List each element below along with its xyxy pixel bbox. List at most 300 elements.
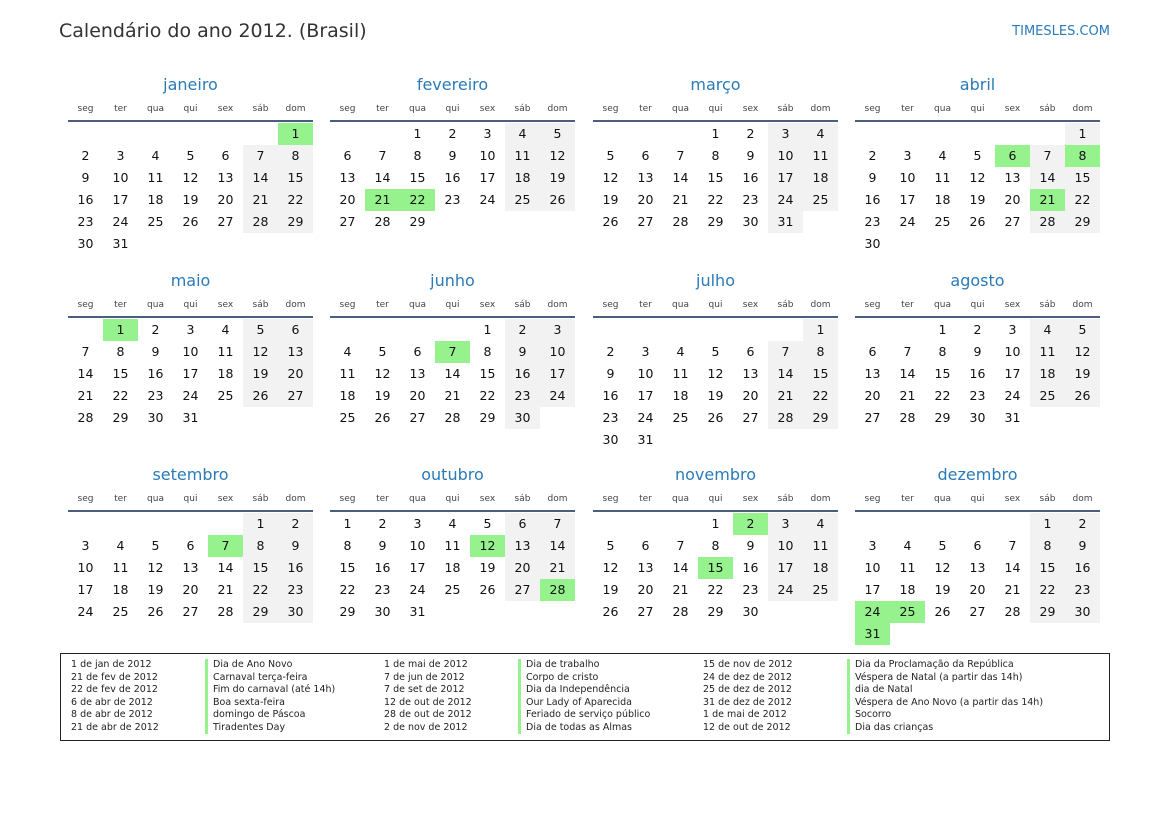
day-cell: 20 [637, 192, 654, 207]
empty-cell [330, 319, 365, 341]
day-cell: 29 [803, 407, 838, 429]
empty-cell [890, 513, 925, 535]
day-cell: 26 [602, 214, 619, 229]
day-cell: 13 [278, 341, 313, 363]
day-cell: 29 [409, 214, 426, 229]
day-cell: 12 [969, 170, 986, 185]
legend-date-column [71, 659, 159, 734]
weekday-label: sáb [252, 104, 269, 114]
legend-date: 12 de out de 2012 [703, 721, 791, 733]
day-cell: 22 [707, 192, 724, 207]
holiday-day-cell: 28 [540, 579, 575, 601]
holiday-day-cell: 8 [1065, 145, 1100, 167]
day-cell: 3 [483, 126, 492, 141]
day-cell: 23 [742, 582, 759, 597]
day-cell: 30 [278, 601, 313, 623]
day-cell: 11 [803, 145, 838, 167]
empty-cell [733, 319, 768, 341]
day-cell: 22 [479, 388, 496, 403]
legend-date: 2 de nov de 2012 [384, 721, 468, 733]
day-cell: 15 [934, 366, 951, 381]
day-cell: 17 [409, 560, 426, 575]
day-cell: 29 [1065, 211, 1100, 233]
day-cell: 1 [243, 513, 278, 535]
day-cell: 15 [1065, 167, 1100, 189]
legend-date: 31 de dez de 2012 [703, 696, 792, 708]
day-cell: 6 [641, 148, 650, 163]
legend-holiday-name: Dia de trabalho [518, 659, 650, 672]
day-cell: 11 [444, 538, 461, 553]
day-cell: 3 [81, 538, 90, 553]
day-cell: 16 [864, 192, 881, 207]
legend-date: 12 de out de 2012 [384, 696, 472, 708]
day-cell: 5 [1065, 319, 1100, 341]
day-cell: 30 [147, 410, 164, 425]
week-row [855, 123, 1100, 145]
day-cell: 21 [768, 385, 803, 407]
day-cell: 18 [112, 582, 129, 597]
month-name: outubro [421, 465, 484, 484]
day-cell: 22 [112, 388, 129, 403]
legend-date: 22 de fev de 2012 [71, 684, 158, 695]
day-cell: 3 [116, 148, 125, 163]
week-row [593, 145, 838, 167]
day-cell: 26 [1065, 385, 1100, 407]
day-cell: 28 [768, 407, 803, 429]
weekday-label: seg [339, 494, 356, 504]
day-cell: 26 [540, 189, 575, 211]
empty-cell [890, 319, 925, 341]
holiday-legend [60, 653, 1110, 741]
day-cell: 31 [112, 236, 129, 251]
week-row [68, 233, 313, 255]
day-cell: 9 [1065, 535, 1100, 557]
week-row [855, 341, 1100, 363]
week-row [68, 535, 313, 557]
day-cell: 25 [112, 604, 129, 619]
empty-cell [365, 319, 400, 341]
weekday-label: ter [376, 494, 389, 504]
day-cell: 2 [278, 513, 313, 535]
day-cell: 12 [602, 170, 619, 185]
day-cell: 14 [444, 366, 461, 381]
month-name: dezembro [937, 465, 1018, 484]
day-cell: 25 [339, 410, 356, 425]
day-cell: 4 [803, 123, 838, 145]
weekday-label: sex [742, 494, 759, 504]
day-cell: 4 [448, 516, 457, 531]
header-rule [855, 316, 1100, 318]
day-cell: 3 [186, 322, 195, 337]
legend-date-column [384, 659, 472, 734]
day-cell: 9 [378, 538, 387, 553]
day-cell: 3 [868, 538, 877, 553]
day-cell: 10 [540, 341, 575, 363]
day-cell: 19 [182, 192, 199, 207]
header-rule [68, 120, 313, 122]
day-cell: 28 [444, 410, 461, 425]
day-cell: 3 [641, 344, 650, 359]
month-4 [855, 74, 1100, 255]
week-row [68, 407, 313, 429]
day-cell: 30 [864, 236, 881, 251]
weekday-label: sáb [514, 494, 531, 504]
day-cell: 1 [1065, 123, 1100, 145]
day-cell: 9 [868, 170, 877, 185]
day-cell: 29 [707, 604, 724, 619]
day-cell: 29 [112, 410, 129, 425]
weekday-label: ter [114, 494, 127, 504]
day-cell: 1 [483, 322, 492, 337]
week-row [855, 557, 1100, 579]
legend-holiday-name: domingo de Páscoa [205, 709, 335, 722]
weekday-label: sex [1004, 104, 1021, 114]
day-grid [68, 319, 313, 429]
day-cell: 13 [217, 170, 234, 185]
day-cell: 6 [868, 344, 877, 359]
weekday-label: qui [445, 300, 460, 310]
day-cell: 20 [1004, 192, 1021, 207]
weekday-label: dom [1072, 300, 1093, 310]
day-cell: 11 [934, 170, 951, 185]
day-cell: 12 [1065, 341, 1100, 363]
day-cell: 23 [77, 214, 94, 229]
day-cell: 28 [217, 604, 234, 619]
week-row [68, 189, 313, 211]
day-cell: 15 [803, 363, 838, 385]
day-cell: 31 [409, 604, 426, 619]
weekday-label: seg [864, 104, 881, 114]
weekday-header [855, 294, 1100, 316]
week-row [330, 363, 575, 385]
site-link[interactable]: TIMESLES.COM [1012, 24, 1110, 39]
empty-cell [138, 513, 173, 535]
weekday-header [855, 98, 1100, 120]
legend-holiday-name: Fim do carnaval (até 14h) [205, 684, 335, 697]
day-cell: 11 [147, 170, 164, 185]
month-name: março [690, 75, 741, 94]
day-cell: 10 [479, 148, 496, 163]
weekday-label: qui [970, 300, 985, 310]
weekday-header [68, 294, 313, 316]
day-cell: 2 [378, 516, 387, 531]
day-cell: 19 [1065, 363, 1100, 385]
week-row [330, 579, 575, 601]
week-row [330, 513, 575, 535]
day-cell: 10 [182, 344, 199, 359]
day-grid [68, 123, 313, 255]
day-cell: 4 [676, 344, 685, 359]
holiday-day-cell: 25 [890, 601, 925, 623]
day-cell: 2 [868, 148, 877, 163]
weekday-label: sáb [1039, 494, 1056, 504]
empty-cell [855, 319, 890, 341]
empty-cell [68, 319, 103, 341]
day-cell: 19 [243, 363, 278, 385]
day-cell: 7 [676, 538, 685, 553]
day-cell: 26 [182, 214, 199, 229]
day-cell: 18 [339, 388, 356, 403]
day-cell: 30 [77, 236, 94, 251]
week-row [68, 579, 313, 601]
day-cell: 8 [116, 344, 125, 359]
empty-cell [628, 319, 663, 341]
day-cell: 31 [768, 211, 803, 233]
week-row [855, 233, 1100, 255]
empty-cell [593, 513, 628, 535]
day-cell: 18 [147, 192, 164, 207]
day-cell: 5 [378, 344, 387, 359]
day-cell: 5 [483, 516, 492, 531]
weekday-label: sex [479, 300, 496, 310]
day-cell: 25 [217, 388, 234, 403]
weekday-label: sáb [777, 104, 794, 114]
legend-date: 21 de fev de 2012 [71, 671, 158, 683]
day-cell: 5 [151, 538, 160, 553]
week-row [593, 189, 838, 211]
day-cell: 10 [768, 145, 803, 167]
weekday-label: qua [672, 494, 689, 504]
week-row [593, 579, 838, 601]
day-cell: 1 [413, 126, 422, 141]
day-cell: 8 [711, 538, 720, 553]
legend-holiday-name: Dia da Independência [518, 684, 650, 697]
empty-cell [995, 123, 1030, 145]
legend-date-column [703, 659, 793, 734]
day-cell: 20 [409, 388, 426, 403]
day-cell: 18 [803, 557, 838, 579]
day-cell: 14 [374, 170, 391, 185]
day-cell: 31 [182, 410, 199, 425]
day-cell: 11 [899, 560, 916, 575]
week-row [855, 535, 1100, 557]
day-cell: 8 [413, 148, 422, 163]
day-cell: 19 [934, 582, 951, 597]
day-cell: 1 [343, 516, 352, 531]
weekday-label: qua [147, 494, 164, 504]
holiday-day-cell: 7 [208, 535, 243, 557]
legend-holiday-name: Boa sexta-feira [205, 697, 335, 710]
empty-cell [628, 123, 663, 145]
day-cell: 20 [278, 363, 313, 385]
day-cell: 21 [1004, 582, 1021, 597]
day-cell: 4 [221, 322, 230, 337]
day-cell: 16 [505, 363, 540, 385]
weekday-label: seg [864, 494, 881, 504]
header-rule [593, 316, 838, 318]
week-row [855, 579, 1100, 601]
week-row [330, 123, 575, 145]
legend-date: 28 de out de 2012 [384, 709, 472, 720]
day-cell: 7 [1030, 145, 1065, 167]
day-cell: 23 [147, 388, 164, 403]
empty-cell [243, 123, 278, 145]
day-cell: 1 [938, 322, 947, 337]
week-row [855, 189, 1100, 211]
weekday-header [68, 98, 313, 120]
week-row [593, 363, 838, 385]
day-cell: 27 [864, 410, 881, 425]
day-cell: 26 [374, 410, 391, 425]
week-row [855, 363, 1100, 385]
day-cell: 19 [374, 388, 391, 403]
header-rule [330, 316, 575, 318]
day-cell: 5 [973, 148, 982, 163]
week-row [330, 145, 575, 167]
month-6 [330, 270, 575, 429]
legend-name-column [518, 659, 650, 734]
weekday-label: qua [409, 494, 426, 504]
month-5 [68, 270, 313, 429]
empty-cell [890, 123, 925, 145]
day-cell: 13 [339, 170, 356, 185]
week-row [855, 407, 1100, 429]
day-cell: 26 [602, 604, 619, 619]
day-cell: 19 [540, 167, 575, 189]
weekday-label: qua [934, 104, 951, 114]
day-cell: 13 [1004, 170, 1021, 185]
weekday-label: qui [970, 104, 985, 114]
day-cell: 26 [479, 582, 496, 597]
day-cell: 6 [186, 538, 195, 553]
empty-cell [593, 123, 628, 145]
month-name: agosto [950, 271, 1005, 290]
day-cell: 30 [1065, 601, 1100, 623]
weekday-label: dom [285, 104, 306, 114]
day-cell: 19 [602, 192, 619, 207]
weekday-label: qui [708, 300, 723, 310]
day-cell: 27 [969, 604, 986, 619]
weekday-label: sáb [1039, 300, 1056, 310]
day-cell: 13 [182, 560, 199, 575]
day-cell: 28 [899, 410, 916, 425]
week-row [68, 363, 313, 385]
day-cell: 4 [938, 148, 947, 163]
day-cell: 22 [803, 385, 838, 407]
day-cell: 19 [147, 582, 164, 597]
day-cell: 19 [969, 192, 986, 207]
day-cell: 6 [413, 344, 422, 359]
day-cell: 15 [479, 366, 496, 381]
day-cell: 5 [186, 148, 195, 163]
empty-cell [173, 513, 208, 535]
day-cell: 10 [77, 560, 94, 575]
day-cell: 9 [81, 170, 90, 185]
holiday-day-cell: 21 [365, 189, 400, 211]
day-cell: 24 [409, 582, 426, 597]
holiday-day-cell: 22 [400, 189, 435, 211]
weekday-label: ter [639, 494, 652, 504]
day-cell: 2 [746, 126, 755, 141]
day-cell: 18 [934, 192, 951, 207]
day-cell: 29 [339, 604, 356, 619]
day-cell: 7 [768, 341, 803, 363]
day-cell: 8 [343, 538, 352, 553]
holiday-day-cell: 15 [698, 557, 733, 579]
day-cell: 9 [606, 366, 615, 381]
day-cell: 29 [707, 214, 724, 229]
day-cell: 10 [768, 535, 803, 557]
weekday-label: ter [639, 104, 652, 114]
day-cell: 3 [768, 123, 803, 145]
day-cell: 14 [768, 363, 803, 385]
day-cell: 10 [409, 538, 426, 553]
holiday-day-cell: 31 [855, 623, 890, 645]
day-cell: 1 [1030, 513, 1065, 535]
day-cell: 14 [672, 560, 689, 575]
day-cell: 2 [1065, 513, 1100, 535]
legend-date: 21 de abr de 2012 [71, 721, 159, 733]
day-cell: 10 [112, 170, 129, 185]
day-cell: 9 [973, 344, 982, 359]
week-row [68, 211, 313, 233]
day-cell: 16 [742, 560, 759, 575]
day-cell: 13 [969, 560, 986, 575]
weekday-label: ter [901, 104, 914, 114]
day-cell: 22 [1030, 579, 1065, 601]
legend-name-column [205, 659, 335, 734]
day-cell: 29 [243, 601, 278, 623]
weekday-label: qui [445, 494, 460, 504]
day-cell: 6 [505, 513, 540, 535]
day-cell: 9 [505, 341, 540, 363]
holiday-day-cell: 24 [855, 601, 890, 623]
weekday-label: sex [742, 300, 759, 310]
empty-cell [925, 123, 960, 145]
week-row [68, 513, 313, 535]
weekday-label: seg [77, 104, 94, 114]
weekday-label: ter [114, 300, 127, 310]
weekday-label: qua [934, 494, 951, 504]
empty-cell [365, 123, 400, 145]
day-cell: 20 [182, 582, 199, 597]
weekday-label: ter [639, 300, 652, 310]
day-cell: 23 [444, 192, 461, 207]
day-cell: 22 [339, 582, 356, 597]
day-cell: 24 [768, 189, 803, 211]
weekday-label: sáb [777, 494, 794, 504]
day-cell: 20 [864, 388, 881, 403]
empty-cell [855, 123, 890, 145]
day-cell: 21 [243, 189, 278, 211]
day-cell: 22 [243, 579, 278, 601]
day-grid [593, 513, 838, 623]
day-cell: 26 [707, 410, 724, 425]
day-cell: 16 [602, 388, 619, 403]
day-cell: 11 [803, 535, 838, 557]
weekday-label: dom [547, 104, 568, 114]
week-row [330, 601, 575, 623]
day-cell: 5 [606, 538, 615, 553]
day-cell: 12 [540, 145, 575, 167]
day-cell: 18 [505, 167, 540, 189]
day-cell: 20 [505, 557, 540, 579]
legend-holiday-name: Corpo de cristo [518, 672, 650, 685]
month-name: setembro [152, 465, 229, 484]
day-cell: 29 [278, 211, 313, 233]
day-cell: 15 [1030, 557, 1065, 579]
legend-holiday-name: Carnaval terça-feira [205, 672, 335, 685]
week-row [855, 385, 1100, 407]
day-cell: 15 [339, 560, 356, 575]
day-cell: 5 [938, 538, 947, 553]
day-cell: 16 [1065, 557, 1100, 579]
day-cell: 23 [278, 579, 313, 601]
empty-cell [330, 123, 365, 145]
empty-cell [768, 319, 803, 341]
day-cell: 1 [711, 126, 720, 141]
day-cell: 14 [243, 167, 278, 189]
